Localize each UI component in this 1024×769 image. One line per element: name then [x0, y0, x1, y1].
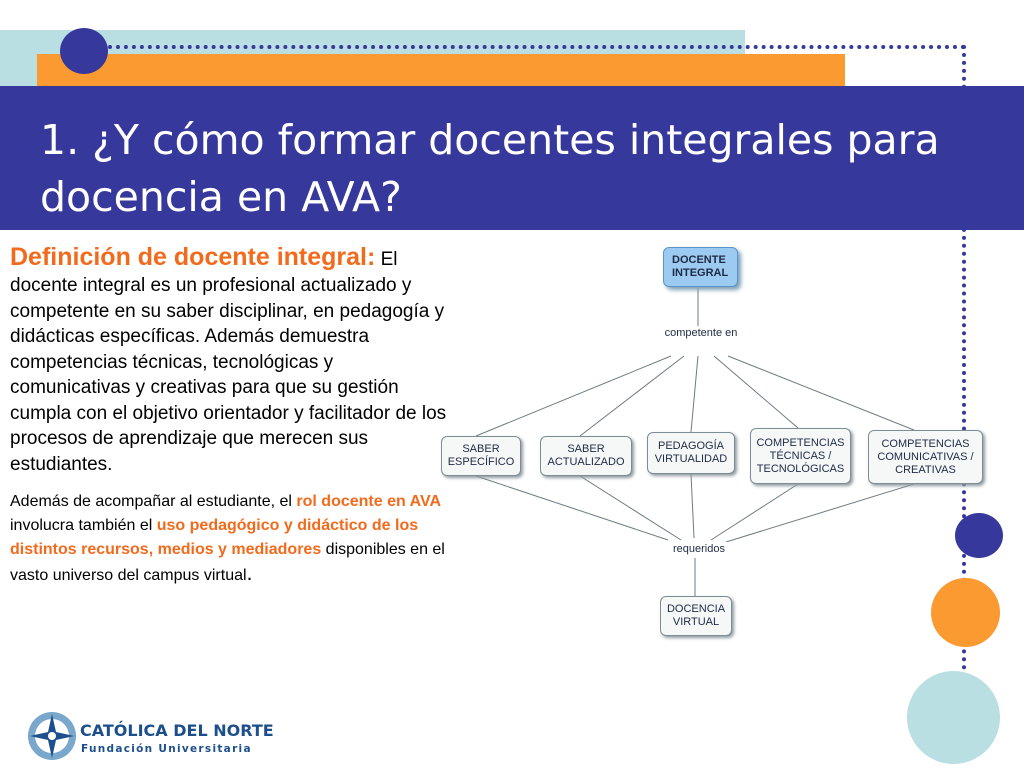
node-pedagogia-virtualidad: PEDAGOGÍA VIRTUALIDAD	[647, 432, 735, 474]
node-docencia-virtual: DOCENCIA VIRTUAL	[660, 596, 732, 636]
definition-paragraph	[10, 242, 450, 477]
role-highlight-1: rol docente en AVA	[296, 493, 442, 510]
connector-label-node5	[728, 356, 914, 430]
node-saber-especifico: SABER ESPECÍFICO	[441, 436, 521, 476]
connector-node4-req	[711, 484, 798, 540]
decor-circle-light-blue	[907, 671, 1000, 764]
role-paragraph	[10, 490, 450, 588]
node-competencias-comunicativas: COMPETENCIAS COMUNICATIVAS / CREATIVAS	[868, 430, 983, 484]
university-logo	[24, 706, 274, 764]
connector-node1-req	[476, 476, 668, 540]
role-highlight-2: uso pedagógico y didáctico de los distintos recursos, medios y mediadores	[10, 517, 419, 558]
decor-band-orange	[37, 54, 845, 86]
decor-circle-navy-top	[60, 28, 108, 74]
concept-map	[436, 240, 992, 640]
connector-label-node1	[476, 356, 671, 436]
node-saber-actualizado: SABER ACTUALIZADO	[540, 436, 632, 476]
role-text-b: involucra también el	[10, 517, 157, 534]
connector-node5-req	[726, 484, 914, 542]
role-text-a: Además de acompañar al estudiante, el	[10, 493, 297, 510]
definition-heading: Definición de docente integral:	[10, 243, 376, 271]
link-label-competente-en: competente en	[656, 326, 746, 340]
connector-node3-req	[691, 474, 694, 538]
connector-label-node3	[691, 356, 698, 432]
node-competencias-tecnicas: COMPETENCIAS TÉCNICAS / TECNOLÓGICAS	[750, 428, 851, 484]
node-docente-integral: DOCENTE INTEGRAL	[663, 247, 738, 287]
role-text-c: disponibles en el vasto universo del campus virtual	[10, 541, 445, 584]
definition-text-block	[10, 242, 450, 588]
decor-dotted-line-top	[108, 45, 966, 49]
connector-label-node2	[580, 356, 684, 436]
connector-node2-req	[580, 476, 681, 540]
slide-title: 1. ¿Y cómo formar docentes integrales para docencia en AVA?	[40, 116, 940, 221]
role-end-period: .	[246, 562, 253, 585]
definition-body: El docente integral es un profesional actualizado y competente en su saber disciplinar, en pedagogía y didácticas específicas. Además demuestra competencias técnicas, tecnológicas y comunicativas y creativas para que su gestión cumpla con el objetivo orientador y facilitador de los procesos de aprendizaje que merecen sus estudiantes.	[10, 249, 447, 475]
link-label-requeridos: requeridos	[658, 542, 740, 556]
logo-line2: Fundación Universitaria	[81, 743, 252, 755]
logo-line1: CATÓLICA DEL NORTE	[80, 721, 274, 740]
logo-emblem-icon	[24, 706, 274, 764]
